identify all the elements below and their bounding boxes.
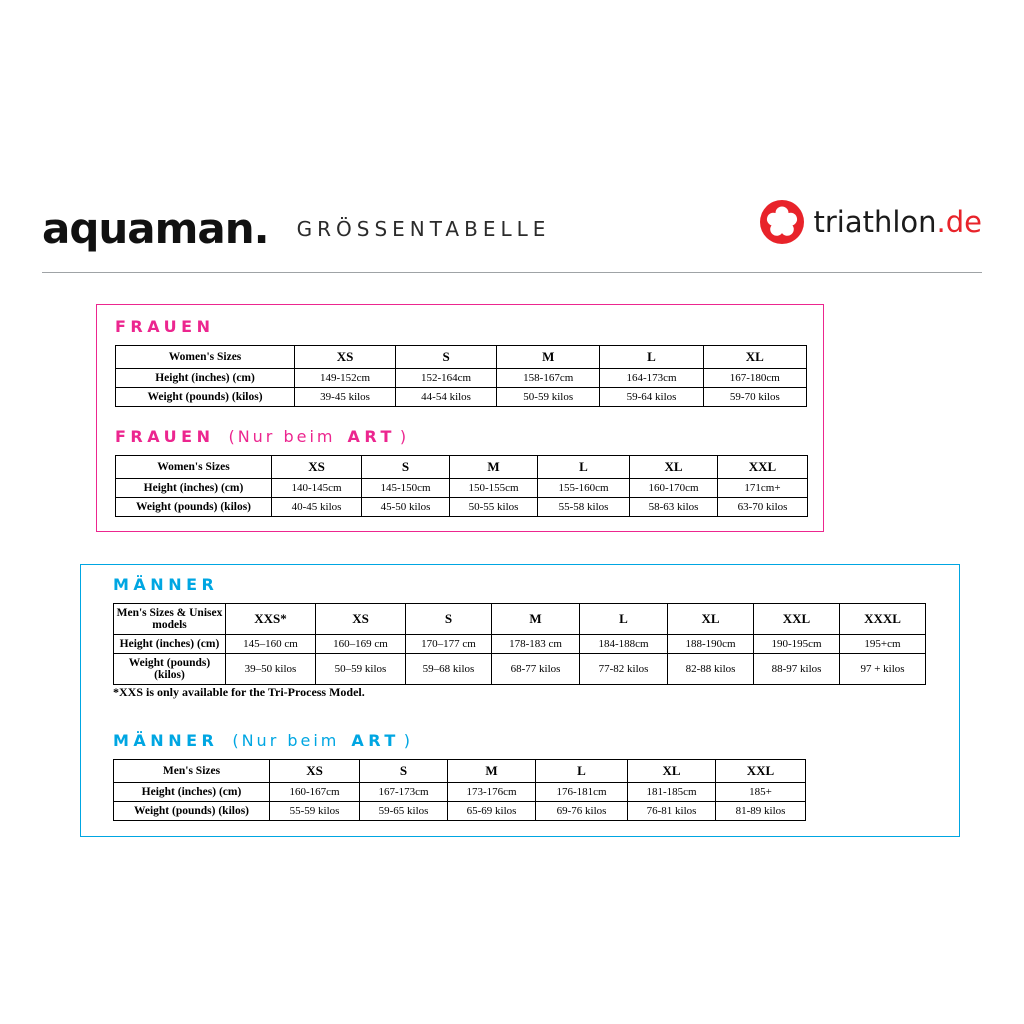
column-header: XXL xyxy=(716,760,806,783)
women-art-heading-art: ART xyxy=(347,427,396,446)
table-cell: 149-152cm xyxy=(295,369,396,388)
table-header-row xyxy=(116,346,807,369)
women-panel xyxy=(96,304,824,532)
women-art-heading xyxy=(115,427,409,447)
men-panel xyxy=(80,564,960,837)
column-header: XXL xyxy=(754,604,840,635)
table-cell: 59-70 kilos xyxy=(703,388,806,407)
table-header-row xyxy=(114,604,926,635)
women-art-heading-paren-close: ) xyxy=(399,427,410,446)
table-cell: 167-173cm xyxy=(360,783,448,802)
table-cell: 195+cm xyxy=(840,635,926,654)
row-label: Height (inches) (cm) xyxy=(114,635,226,654)
table-row xyxy=(116,388,807,407)
men-art-heading-main: MÄNNER xyxy=(113,731,219,750)
table-row xyxy=(114,802,806,821)
table-cell: 185+ xyxy=(716,783,806,802)
table-header-row xyxy=(116,456,808,479)
column-header: Women's Sizes xyxy=(116,346,295,369)
aquaman-logo xyxy=(42,204,269,253)
table-cell: 164-173cm xyxy=(600,369,703,388)
table-cell: 59-65 kilos xyxy=(360,802,448,821)
table-cell: 140-145cm xyxy=(272,479,362,498)
table-row xyxy=(116,498,808,517)
table-cell: 171cm+ xyxy=(718,479,808,498)
table-cell: 58-63 kilos xyxy=(630,498,718,517)
table-cell: 59-64 kilos xyxy=(600,388,703,407)
men-size-table xyxy=(113,603,926,685)
table-cell: 81-89 kilos xyxy=(716,802,806,821)
column-header: XS xyxy=(270,760,360,783)
table-cell: 145-150cm xyxy=(362,479,450,498)
women-art-size-table xyxy=(115,455,808,517)
row-label: Weight (pounds) (kilos) xyxy=(116,388,295,407)
men-art-heading xyxy=(113,731,413,751)
women-size-table xyxy=(115,345,807,407)
table-cell: 59–68 kilos xyxy=(406,654,492,685)
triathlon-de-logo xyxy=(760,200,982,244)
men-art-heading-art: ART xyxy=(351,731,400,750)
column-header: XL xyxy=(668,604,754,635)
column-header: M xyxy=(450,456,538,479)
table-cell: 145–160 cm xyxy=(226,635,316,654)
column-header: XS xyxy=(295,346,396,369)
table-cell: 155-160cm xyxy=(538,479,630,498)
table-cell: 50–59 kilos xyxy=(316,654,406,685)
table-row xyxy=(116,479,808,498)
column-header: L xyxy=(580,604,668,635)
column-header: S xyxy=(360,760,448,783)
table-cell: 68-77 kilos xyxy=(492,654,580,685)
men-art-size-table xyxy=(113,759,806,821)
row-label: Height (inches) (cm) xyxy=(114,783,270,802)
table-row xyxy=(114,783,806,802)
row-label: Height (inches) (cm) xyxy=(116,369,295,388)
table-cell: 190-195cm xyxy=(754,635,840,654)
table-header-row xyxy=(114,760,806,783)
men-art-heading-paren-open: (Nur beim xyxy=(232,731,340,750)
table-cell: 167-180cm xyxy=(703,369,806,388)
column-header: S xyxy=(406,604,492,635)
column-header: Women's Sizes xyxy=(116,456,272,479)
table-cell: 152-164cm xyxy=(396,369,497,388)
table-cell: 55-58 kilos xyxy=(538,498,630,517)
column-header: M xyxy=(497,346,600,369)
table-row xyxy=(114,654,926,685)
table-cell: 184-188cm xyxy=(580,635,668,654)
table-cell: 181-185cm xyxy=(628,783,716,802)
column-header: XS xyxy=(316,604,406,635)
table-cell: 50-59 kilos xyxy=(497,388,600,407)
women-heading: FRAUEN xyxy=(115,317,215,336)
table-row xyxy=(116,369,807,388)
table-cell: 65-69 kilos xyxy=(448,802,536,821)
table-cell: 50-55 kilos xyxy=(450,498,538,517)
column-header: XL xyxy=(630,456,718,479)
table-cell: 45-50 kilos xyxy=(362,498,450,517)
table-row xyxy=(114,635,926,654)
column-header: L xyxy=(600,346,703,369)
table-cell: 44-54 kilos xyxy=(396,388,497,407)
brand-name: aquaman xyxy=(42,204,254,253)
table-cell: 63-70 kilos xyxy=(718,498,808,517)
column-header: L xyxy=(536,760,628,783)
table-cell: 170–177 cm xyxy=(406,635,492,654)
row-label: Weight (pounds) (kilos) xyxy=(114,802,270,821)
column-header: Men's Sizes & Unisex models xyxy=(114,604,226,635)
table-cell: 97 + kilos xyxy=(840,654,926,685)
column-header: XL xyxy=(628,760,716,783)
table-cell: 176-181cm xyxy=(536,783,628,802)
partner-logo-text xyxy=(813,204,982,239)
row-label: Weight (pounds) (kilos) xyxy=(116,498,272,517)
partner-name: triathlon xyxy=(813,204,937,239)
table-cell: 55-59 kilos xyxy=(270,802,360,821)
table-cell: 39–50 kilos xyxy=(226,654,316,685)
row-label: Height (inches) (cm) xyxy=(116,479,272,498)
men-art-heading-paren-close: ) xyxy=(403,731,414,750)
partner-tld: .de xyxy=(936,204,982,239)
table-cell: 77-82 kilos xyxy=(580,654,668,685)
table-cell: 40-45 kilos xyxy=(272,498,362,517)
table-cell: 158-167cm xyxy=(497,369,600,388)
table-cell: 69-76 kilos xyxy=(536,802,628,821)
column-header: XXL xyxy=(718,456,808,479)
men-footnote: *XXS is only available for the Tri-Process Model. xyxy=(113,685,365,699)
document-header xyxy=(42,190,982,268)
table-cell: 160–169 cm xyxy=(316,635,406,654)
page-title: GRÖSSENTABELLE xyxy=(296,217,551,241)
men-heading: MÄNNER xyxy=(113,575,219,594)
women-art-heading-main: FRAUEN xyxy=(115,427,215,446)
column-header: XS xyxy=(272,456,362,479)
hibiscus-flower-icon xyxy=(760,200,804,244)
women-art-heading-paren-open: (Nur beim xyxy=(228,427,336,446)
column-header: M xyxy=(492,604,580,635)
table-cell: 150-155cm xyxy=(450,479,538,498)
table-cell: 178-183 cm xyxy=(492,635,580,654)
column-header: S xyxy=(362,456,450,479)
table-cell: 88-97 kilos xyxy=(754,654,840,685)
brand-dot: . xyxy=(253,204,269,253)
column-header: XXXL xyxy=(840,604,926,635)
column-header: M xyxy=(448,760,536,783)
column-header: XL xyxy=(703,346,806,369)
header-divider xyxy=(42,272,982,273)
row-label: Weight (pounds) (kilos) xyxy=(114,654,226,685)
column-header: L xyxy=(538,456,630,479)
table-cell: 160-170cm xyxy=(630,479,718,498)
column-header: XXS* xyxy=(226,604,316,635)
table-cell: 76-81 kilos xyxy=(628,802,716,821)
column-header: Men's Sizes xyxy=(114,760,270,783)
table-cell: 188-190cm xyxy=(668,635,754,654)
table-cell: 173-176cm xyxy=(448,783,536,802)
table-cell: 160-167cm xyxy=(270,783,360,802)
table-cell: 82-88 kilos xyxy=(668,654,754,685)
column-header: S xyxy=(396,346,497,369)
table-cell: 39-45 kilos xyxy=(295,388,396,407)
